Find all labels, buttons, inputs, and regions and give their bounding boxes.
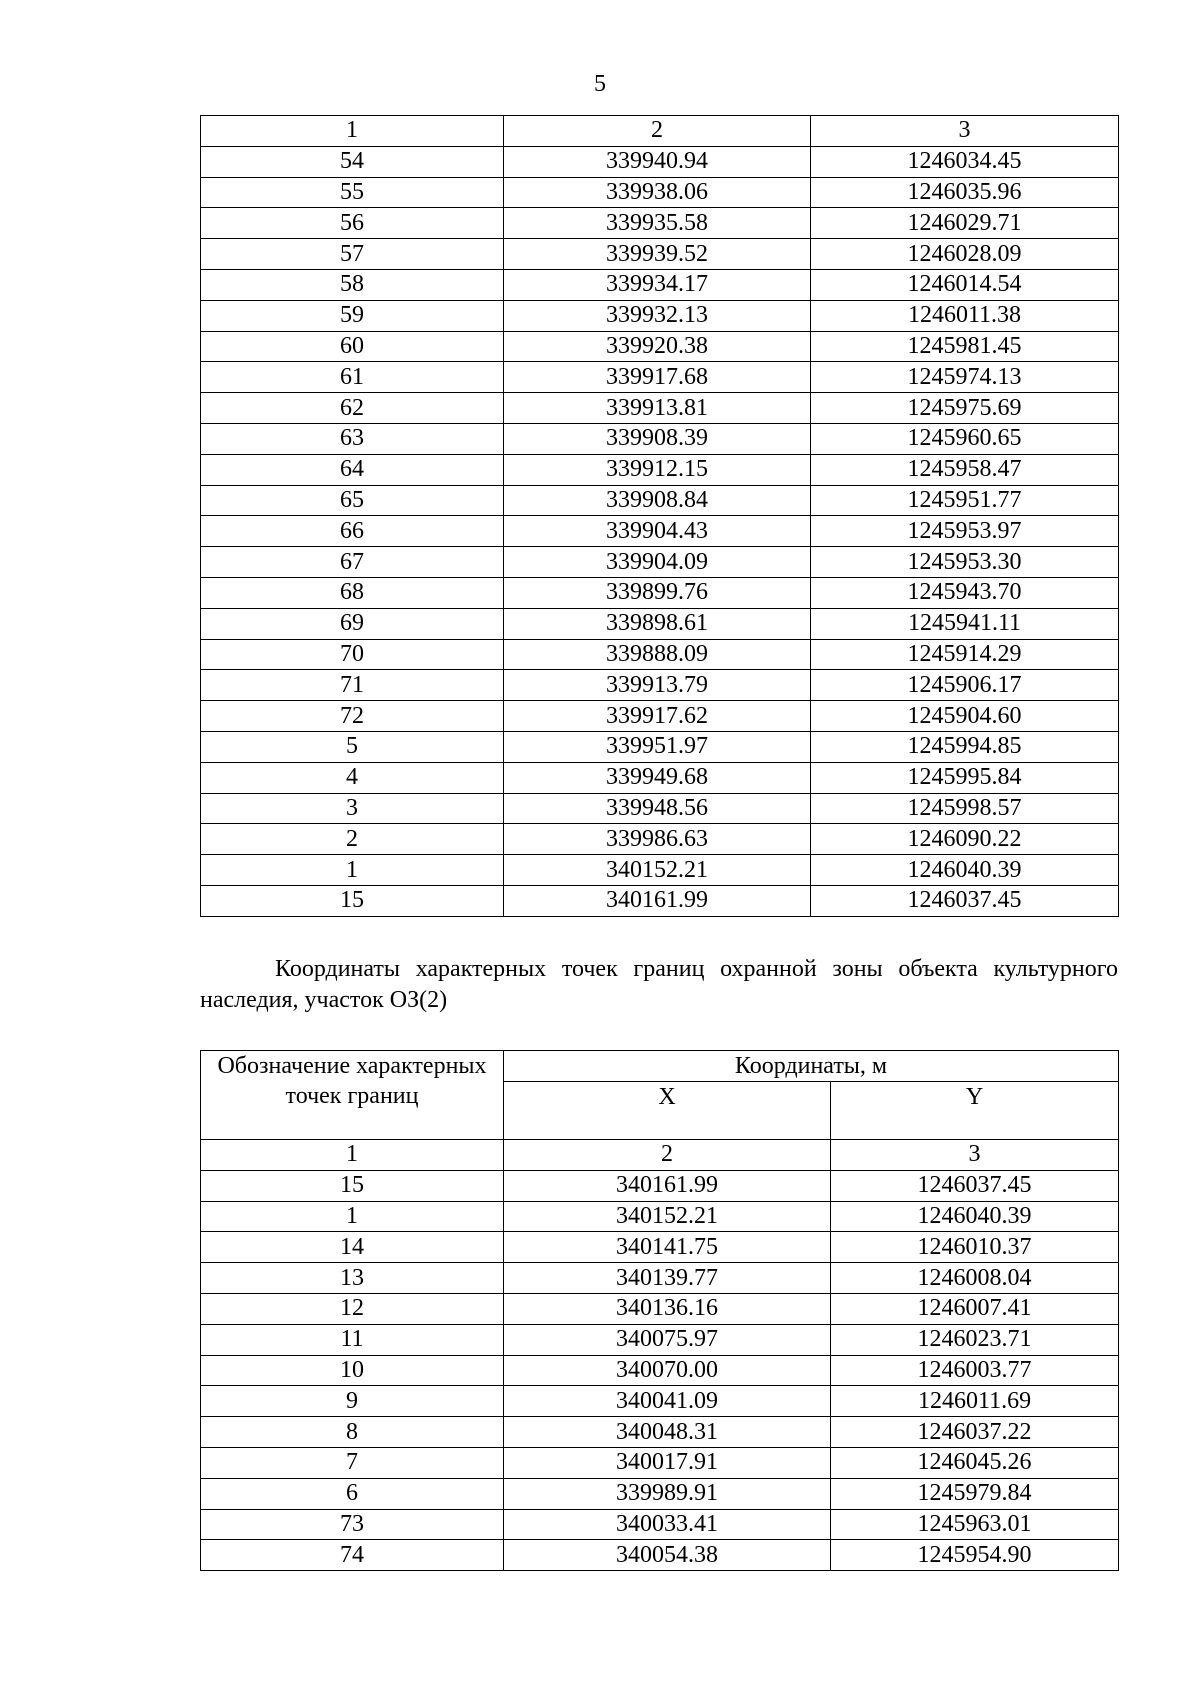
table-row <box>201 1232 1119 1263</box>
y-coordinate-cell: 1245953.30 <box>811 547 1119 578</box>
point-number-cell: 10 <box>201 1355 504 1386</box>
table-row <box>201 1355 1119 1386</box>
y-coordinate-cell: 1246040.39 <box>831 1201 1119 1232</box>
x-coordinate-cell: 339908.84 <box>504 485 811 516</box>
table-body <box>201 1051 1119 1571</box>
x-coordinate-cell: 339935.58 <box>504 208 811 239</box>
y-coordinate-cell: 1245960.65 <box>811 423 1119 454</box>
y-coordinate-cell: 1245906.17 <box>811 670 1119 701</box>
column-number-row <box>201 116 1119 147</box>
y-coordinate-cell: 1246090.22 <box>811 824 1119 855</box>
table-row <box>201 1293 1119 1324</box>
y-coordinate-cell: 1246045.26 <box>831 1447 1119 1478</box>
y-coordinate-cell: 1245941.11 <box>811 608 1119 639</box>
x-coordinate-cell: 339908.39 <box>504 423 811 454</box>
table-row <box>201 485 1119 516</box>
point-number-cell: 60 <box>201 331 504 362</box>
y-coordinate-cell: 1245994.85 <box>811 731 1119 762</box>
header-row <box>201 1051 1119 1082</box>
x-coordinate-cell: 340075.97 <box>504 1324 831 1355</box>
table-row <box>201 639 1119 670</box>
x-coordinate-cell: 339888.09 <box>504 639 811 670</box>
y-coordinate-cell: 1246029.71 <box>811 208 1119 239</box>
point-number-cell: 61 <box>201 362 504 393</box>
y-coordinate-cell: 1246007.41 <box>831 1293 1119 1324</box>
point-number-cell: 7 <box>201 1447 504 1478</box>
x-coordinate-cell: 339939.52 <box>504 239 811 270</box>
x-coordinate-cell: 339949.68 <box>504 762 811 793</box>
table-row <box>201 1263 1119 1294</box>
y-coordinate-cell: 1246035.96 <box>811 177 1119 208</box>
point-number-cell: 1 <box>201 1201 504 1232</box>
table-row <box>201 177 1119 208</box>
table-row <box>201 731 1119 762</box>
point-number-cell: 67 <box>201 547 504 578</box>
x-coordinate-cell: 340054.38 <box>504 1540 831 1571</box>
point-number-cell: 54 <box>201 146 504 177</box>
y-coordinate-cell: 1246023.71 <box>831 1324 1119 1355</box>
y-coordinate-cell: 1245979.84 <box>831 1478 1119 1509</box>
table-row <box>201 1324 1119 1355</box>
point-number-cell: 3 <box>201 793 504 824</box>
point-number-cell: 74 <box>201 1540 504 1571</box>
y-coordinate-cell: 1245995.84 <box>811 762 1119 793</box>
table-row <box>201 824 1119 855</box>
x-coordinate-cell: 339904.09 <box>504 547 811 578</box>
table-row <box>201 577 1119 608</box>
column-number: 1 <box>201 1140 504 1171</box>
point-number-cell: 59 <box>201 300 504 331</box>
x-coordinate-cell: 340041.09 <box>504 1386 831 1417</box>
table-row <box>201 331 1119 362</box>
point-number-cell: 68 <box>201 577 504 608</box>
point-number-cell: 5 <box>201 731 504 762</box>
table-row <box>201 423 1119 454</box>
y-coordinate-cell: 1246003.77 <box>831 1355 1119 1386</box>
table-row <box>201 855 1119 886</box>
column-number-row <box>201 1140 1119 1171</box>
x-coordinate-cell: 339986.63 <box>504 824 811 855</box>
section-caption <box>200 954 1118 1016</box>
table-row <box>201 701 1119 732</box>
point-number-cell: 66 <box>201 516 504 547</box>
point-number-cell: 62 <box>201 393 504 424</box>
table-row <box>201 1386 1119 1417</box>
x-coordinate-cell: 339948.56 <box>504 793 811 824</box>
table-row <box>201 1201 1119 1232</box>
point-number-cell: 57 <box>201 239 504 270</box>
y-coordinate-cell: 1245958.47 <box>811 454 1119 485</box>
x-coordinate-cell: 339913.81 <box>504 393 811 424</box>
y-coordinate-cell: 1245998.57 <box>811 793 1119 824</box>
coordinates-header: Координаты, м <box>504 1051 1119 1082</box>
x-coordinate-cell: 340070.00 <box>504 1355 831 1386</box>
x-coordinate-cell: 340033.41 <box>504 1509 831 1540</box>
x-coordinate-cell: 339938.06 <box>504 177 811 208</box>
y-coordinate-cell: 1245943.70 <box>811 577 1119 608</box>
x-coordinate-cell: 339989.91 <box>504 1478 831 1509</box>
y-coordinate-cell: 1245904.60 <box>811 701 1119 732</box>
y-coordinate-cell: 1246037.45 <box>831 1170 1119 1201</box>
point-number-cell: 73 <box>201 1509 504 1540</box>
x-coordinate-cell: 340141.75 <box>504 1232 831 1263</box>
y-coordinate-cell: 1246028.09 <box>811 239 1119 270</box>
x-coordinate-cell: 339913.79 <box>504 670 811 701</box>
x-coordinate-cell: 340048.31 <box>504 1417 831 1448</box>
y-coordinate-cell: 1245954.90 <box>831 1540 1119 1571</box>
point-number-cell: 69 <box>201 608 504 639</box>
table-row <box>201 1509 1119 1540</box>
column-number: 3 <box>831 1140 1119 1171</box>
x-coordinate-cell: 340139.77 <box>504 1263 831 1294</box>
y-coordinate-cell: 1245953.97 <box>811 516 1119 547</box>
x-coordinate-cell: 339951.97 <box>504 731 811 762</box>
coordinates-table-continued <box>200 115 1119 917</box>
page-number: 5 <box>594 71 606 97</box>
y-coordinate-cell: 1245981.45 <box>811 331 1119 362</box>
table-row <box>201 1170 1119 1201</box>
table-row <box>201 762 1119 793</box>
table-row <box>201 547 1119 578</box>
y-coordinate-cell: 1246040.39 <box>811 855 1119 886</box>
x-coordinate-cell: 339912.15 <box>504 454 811 485</box>
x-coordinate-cell: 339898.61 <box>504 608 811 639</box>
y-coordinate-cell: 1246014.54 <box>811 269 1119 300</box>
point-number-cell: 12 <box>201 1293 504 1324</box>
table-row <box>201 239 1119 270</box>
y-coordinate-cell: 1245963.01 <box>831 1509 1119 1540</box>
x-coordinate-cell: 339899.76 <box>504 577 811 608</box>
table-row <box>201 454 1119 485</box>
point-number-cell: 15 <box>201 885 504 916</box>
table-body <box>201 116 1119 917</box>
point-number-cell: 65 <box>201 485 504 516</box>
y-coordinate-cell: 1246008.04 <box>831 1263 1119 1294</box>
table-row <box>201 793 1119 824</box>
x-coordinate-cell: 339920.38 <box>504 331 811 362</box>
point-number-cell: 71 <box>201 670 504 701</box>
x-coordinate-cell: 340152.21 <box>504 855 811 886</box>
point-number-cell: 15 <box>201 1170 504 1201</box>
table-row <box>201 1540 1119 1571</box>
y-coordinate-cell: 1245914.29 <box>811 639 1119 670</box>
point-number-cell: 4 <box>201 762 504 793</box>
x-coordinate-cell: 340161.99 <box>504 885 811 916</box>
column-number: 2 <box>504 1140 831 1171</box>
table-row <box>201 362 1119 393</box>
y-coordinate-cell: 1245974.13 <box>811 362 1119 393</box>
column-number: 3 <box>811 116 1119 147</box>
y-coordinate-cell: 1246011.38 <box>811 300 1119 331</box>
table-row <box>201 208 1119 239</box>
x-coordinate-cell: 339934.17 <box>504 269 811 300</box>
point-number-cell: 58 <box>201 269 504 300</box>
table-row <box>201 393 1119 424</box>
point-number-cell: 63 <box>201 423 504 454</box>
point-number-cell: 2 <box>201 824 504 855</box>
x-coordinate-cell: 340136.16 <box>504 1293 831 1324</box>
point-number-cell: 55 <box>201 177 504 208</box>
point-number-cell: 70 <box>201 639 504 670</box>
x-coordinate-cell: 339904.43 <box>504 516 811 547</box>
table-row <box>201 300 1119 331</box>
y-coordinate-cell: 1246037.22 <box>831 1417 1119 1448</box>
caption-text: Координаты характерных точек границ охранной зоны объекта культурного наследия, участок ОЗ(2) <box>200 956 1118 1013</box>
table-row <box>201 670 1119 701</box>
table-row <box>201 885 1119 916</box>
table-row <box>201 516 1119 547</box>
point-number-cell: 6 <box>201 1478 504 1509</box>
point-number-cell: 8 <box>201 1417 504 1448</box>
point-number-cell: 1 <box>201 855 504 886</box>
point-number-cell: 64 <box>201 454 504 485</box>
table-row <box>201 1417 1119 1448</box>
y-coordinate-cell: 1245975.69 <box>811 393 1119 424</box>
table-row <box>201 1447 1119 1478</box>
table-row <box>201 146 1119 177</box>
x-coordinate-cell: 339940.94 <box>504 146 811 177</box>
x-coordinate-cell: 339917.62 <box>504 701 811 732</box>
x-coordinate-cell: 340017.91 <box>504 1447 831 1478</box>
y-coordinate-cell: 1246037.45 <box>811 885 1119 916</box>
x-coordinate-cell: 340161.99 <box>504 1170 831 1201</box>
column-number: 2 <box>504 116 811 147</box>
y-coordinate-cell: 1245951.77 <box>811 485 1119 516</box>
point-designation-header: Обозначение характерных точек границ <box>201 1051 504 1140</box>
point-number-cell: 14 <box>201 1232 504 1263</box>
x-coordinate-cell: 339917.68 <box>504 362 811 393</box>
x-coordinate-cell: 340152.21 <box>504 1201 831 1232</box>
point-number-cell: 11 <box>201 1324 504 1355</box>
y-header: Y <box>831 1082 1119 1140</box>
x-header: X <box>504 1082 831 1140</box>
coordinates-table-oz2 <box>200 1050 1119 1571</box>
column-number: 1 <box>201 116 504 147</box>
point-number-cell: 56 <box>201 208 504 239</box>
table-row <box>201 269 1119 300</box>
x-coordinate-cell: 339932.13 <box>504 300 811 331</box>
y-coordinate-cell: 1246010.37 <box>831 1232 1119 1263</box>
y-coordinate-cell: 1246011.69 <box>831 1386 1119 1417</box>
point-number-cell: 9 <box>201 1386 504 1417</box>
point-number-cell: 13 <box>201 1263 504 1294</box>
point-number-cell: 72 <box>201 701 504 732</box>
y-coordinate-cell: 1246034.45 <box>811 146 1119 177</box>
table-row <box>201 608 1119 639</box>
table-row <box>201 1478 1119 1509</box>
